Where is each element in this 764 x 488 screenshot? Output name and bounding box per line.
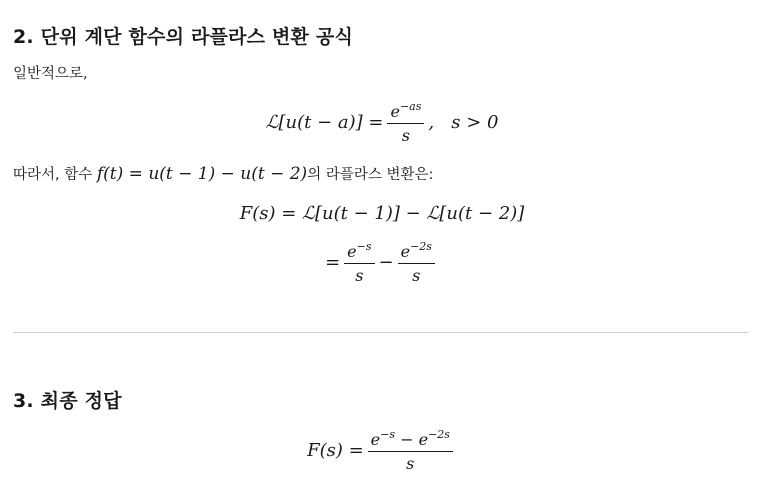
formula-condition: , s > 0 xyxy=(428,112,499,133)
formula-transform-line1: F(s) = ℒ[u(t − 1)] − ℒ[u(t − 2)] xyxy=(239,203,525,224)
section-3-heading: 3. 최종 정답 xyxy=(13,390,122,412)
inline-function: f(t) = u(t − 1) − u(t − 2) xyxy=(96,164,308,184)
fraction-e-minus-2s: $\frac{e^{-2s}}{s}$ xyxy=(398,240,435,285)
formula-lhs: ℒ[u(t − a)] = xyxy=(265,112,384,133)
formula-fraction: $\frac{e^{-as}}{s}$ xyxy=(387,100,424,145)
final-answer-formula: F(s) = $\frac{e^{-s} - e^{-2s}}{s}$ xyxy=(0,428,764,473)
formula-laplace-step xyxy=(0,100,764,145)
therefore-text: 따라서, 함수 f(t) = u(t − 1) − u(t − 2)의 라플라스 변환은: xyxy=(13,164,434,184)
section-2-heading: 2. 단위 계단 함수의 라플라스 변환 공식 xyxy=(13,26,354,48)
fraction-e-minus-s: $\frac{e^{-s}}{s}$ xyxy=(344,240,374,285)
intro-text: 일반적으로, xyxy=(13,66,88,82)
section-divider xyxy=(13,332,749,333)
final-answer-fraction: $\frac{e^{-s} - e^{-2s}}{s}$ xyxy=(368,428,453,473)
formula-transform-line2: = $\frac{e^{-s}}{s}$ − $\frac{e^{-2s}}{s}$ xyxy=(0,240,764,285)
